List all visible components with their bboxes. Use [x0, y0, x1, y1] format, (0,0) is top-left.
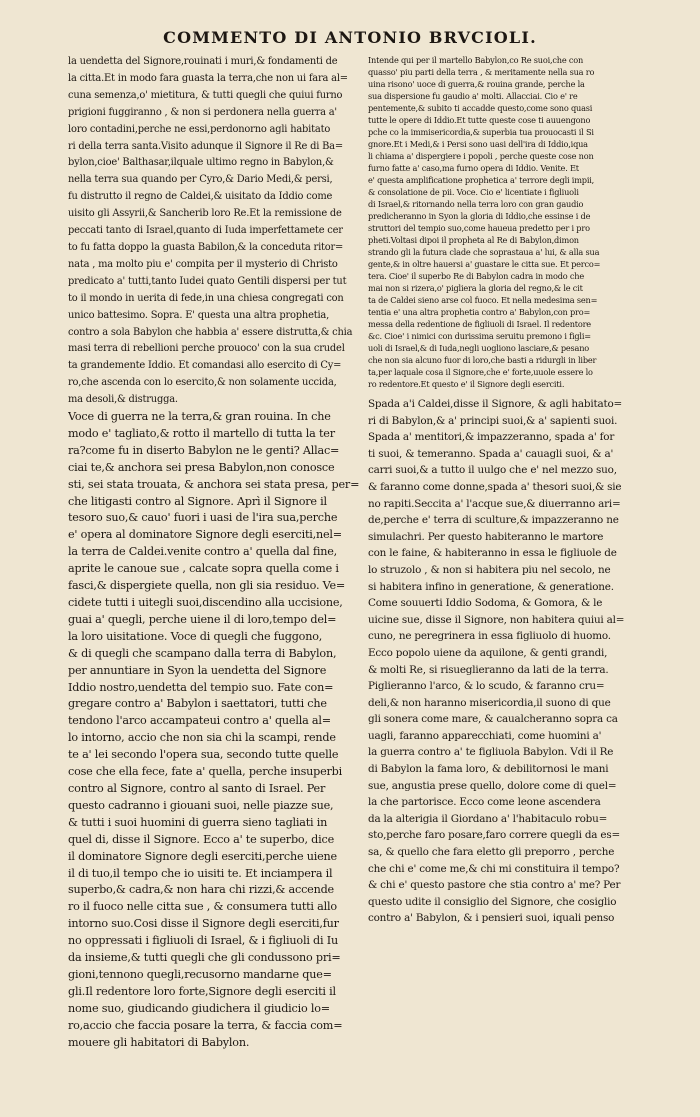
- text-line: bylon,cioe' Balthasar,ilquale ultimo regno in Babylon,&: [68, 157, 334, 169]
- text-line: cidete tutti i uitegli suoi,discendino alla uccisione,: [68, 596, 343, 609]
- running-header: COMMENTO DI ANTONIO BRVCIOLI.: [163, 28, 537, 47]
- text-line: tutte le opere di Iddio.Et tutte queste cose ti auuengono: [368, 115, 591, 125]
- text-line: gente,& in oltre hauersi a' guastare le citta sue. Et perco=: [368, 259, 601, 269]
- text-line: Ecco popolo uiene da aquilone, & genti grandi,: [368, 646, 608, 659]
- text-line: che litigasti contro al Signore. Aprì il Signore il: [68, 494, 327, 508]
- text-line: cuno, ne peregrinera in essa figliuolo di huomo.: [368, 630, 611, 643]
- text-line: la guerra contro a' te figliuola Babylon. Vdi il Re: [368, 746, 614, 759]
- right-commentary-block: [368, 54, 686, 390]
- text-line: superbo,& cadra,& non hara chi rizzi,& accende: [68, 883, 334, 897]
- text-line: quasso' piu parti della terra , & meritamente nella sua ro: [368, 67, 595, 77]
- text-line: con le faine, & habiteranno in essa le figliuole de: [368, 547, 617, 560]
- text-line: ro,che ascenda con lo esercito,& non solamente uccida,: [68, 377, 337, 389]
- text-line: che non sia alcuno fuor di loro,che basti a ridurgli in liber: [368, 355, 597, 365]
- text-line: gioni,tennono quegli,recusorno mandarne que=: [68, 967, 332, 981]
- left-scripture-block: [68, 409, 366, 1051]
- text-line: ra?come fu in diserto Babylon ne le genti? Allac=: [68, 443, 340, 457]
- text-line: fasci,& dispergiete quella, non gli sia residuo. Ve=: [68, 579, 346, 593]
- text-line: questo cadranno i giouani suoi, nelle piazze sue,: [68, 798, 334, 812]
- text-line: tentia e' una altra prophetia contro a' Babylon,con pro=: [368, 307, 591, 317]
- text-line: & chi e' questo pastore che stia contro a' me? Per: [368, 879, 621, 892]
- text-line: predicheranno in Syon la gloria di Iddio,che essinse i de: [368, 211, 591, 221]
- text-line: & di quegli che scampano dalla terra di Babylon,: [68, 646, 337, 660]
- text-line: tesoro suo,& cauo' fuori i uasi de l'ira sua,perche: [68, 511, 338, 525]
- text-line: uoli di Israel,& di Iuda,negli uogliono lasciare,& pesano: [368, 343, 590, 353]
- text-line: sua dispersione fu gaudio a' molti. Allacciai. Cio e' re: [368, 91, 578, 101]
- text-line: Voce di guerra ne la terra,& gran rouina. In che: [68, 410, 331, 424]
- text-line: il di tuo,il tempo che io uisiti te. Et inciampera il: [68, 866, 333, 880]
- text-line: ta,per laquale cosa il Signore,che e' forte,uuole essere lo: [368, 367, 593, 377]
- text-line: ta grandemente Iddio. Et comandasi allo esercito di Cy=: [68, 360, 342, 372]
- text-line: ro redentore.Et questo e' il Signore degli eserciti.: [368, 379, 565, 389]
- text-line: te a' lei secondo l'opera sua, secondo tutte quelle: [68, 748, 339, 762]
- text-line: la citta.Et in modo fara guasta la terra,che non ui fara al=: [68, 72, 348, 84]
- text-line: to fu fatta doppo la guasta Babilon,& la conceduta ritor=: [68, 241, 344, 253]
- text-line: la uendetta del Signore,rouinati i muri,& fondamenti de: [68, 56, 338, 67]
- text-line: contro a' Babylon, & i pensieri suoi, iquali penso: [368, 912, 615, 925]
- text-line: Iddio nostro,uendetta del tempio suo. Fate con=: [68, 680, 334, 694]
- right-column: [368, 54, 686, 1092]
- text-line: Spada a' mentitori,& impazzeranno, spada a' for: [368, 431, 615, 444]
- text-line: cuna semenza,o' mietitura, & tutti quegli che quiui furno: [68, 89, 343, 101]
- text-line: mouere gli habitatori di Babylon.: [68, 1035, 250, 1049]
- text-line: ri di Babylon,& a' principi suoi,& a' sapienti suoi.: [368, 414, 618, 427]
- text-line: furno fatte a' caso,ma furno opera di Iddio. Venite. Et: [368, 163, 579, 173]
- text-line: la terra de Caldei.venite contro a' quella dal fine,: [68, 545, 337, 559]
- text-line: uagli, faranno apparecchiati, come huomini a': [368, 729, 602, 742]
- text-line: & consolatione de pii. Voce. Cio e' licentiate i figliuoli: [368, 187, 579, 197]
- text-line: ma desoli,& distrugga.: [68, 394, 178, 406]
- text-line: pheti.Voltasi dipoi il propheta al Re di Babylon,dimon: [368, 235, 579, 245]
- text-line: li chiama a' dispergiere i popoli , perche queste cose non: [368, 151, 594, 161]
- text-line: pentemente,& subito ti accadde questo,come sono quasi: [368, 103, 593, 113]
- text-line: uicine sue, disse il Signore, non habitera quiui al=: [368, 613, 625, 626]
- text-line: nella terra sua quando per Cyro,& Dario Medi,& persi,: [68, 174, 333, 186]
- text-line: la che partorisce. Ecco come leone ascendera: [368, 796, 601, 809]
- text-line: gregare contro a' Babylon i saettatori, tutti che: [68, 697, 327, 711]
- text-line: e' questa amplificatione prophetica a' terrore degli impii,: [368, 175, 595, 185]
- text-line: fu distrutto il regno de Caldei,& uisitato da Iddio come: [68, 191, 333, 203]
- text-line: lo struzolo , & non si habitera piu nel secolo, ne: [368, 563, 611, 576]
- text-line: Intende qui per il martello Babylon,co Re suoi,che con: [368, 55, 584, 65]
- text-line: da insieme,& tutti quegli che gli condussono pri=: [68, 951, 341, 965]
- text-line: ciai te,& anchora sei presa Babylon,non conosce: [68, 460, 335, 474]
- text-line: contro al Signore, contro al santo di Israel. Per: [68, 781, 326, 795]
- text-line: sto,perche faro posare,faro correre quegli da es=: [368, 829, 620, 842]
- text-line: & tutti i suoi huomini di guerra sieno tagliati in: [68, 815, 328, 829]
- text-line: gli sonera come mare, & caualcheranno sopra ca: [368, 713, 618, 726]
- text-line: de,perche e' terra di sculture,& impazzeranno ne: [368, 514, 619, 527]
- text-line: cose che ella fece, fate a' quella, perche insuperbi: [68, 765, 343, 779]
- right-scripture-block: [368, 396, 686, 927]
- text-line: questo udite il consiglio del Signore, che cosiglio: [368, 895, 617, 908]
- text-line: tera. Cioe' il superbo Re di Babylon cadra in modo che: [368, 271, 584, 281]
- text-line: e' opera al dominatore Signore degli eserciti,nel=: [68, 528, 342, 542]
- text-line: messa della redentione de figliuoli di Israel. Il redentore: [368, 319, 591, 329]
- text-line: strando gli la futura clade che soprastaua a' lui, & alla sua: [368, 247, 600, 257]
- text-line: masi terra di rebellioni perche prouoco' con la sua crudel: [68, 343, 345, 355]
- text-line: Piglieranno l'arco, & lo scudo, & faranno cru=: [368, 680, 605, 693]
- text-line: il dominatore Signore degli eserciti,perche uiene: [68, 849, 337, 863]
- text-line: da la alterigia il Giordano a' l'habitaculo robu=: [368, 812, 608, 825]
- text-line: sue, angustia prese quello, dolore come di quel=: [368, 779, 617, 792]
- text-line: ro il fuoco nelle citta sue , & consumera tutti allo: [68, 900, 337, 914]
- text-line: Come souuerti Iddio Sodoma, & Gomora, & le: [368, 597, 603, 610]
- text-line: di Babylon la fama loro, & debilitornosi le mani: [368, 763, 609, 776]
- text-line: modo e' tagliato,& rotto il martello di tutta la ter: [68, 426, 335, 440]
- text-line: di Israel,& ritornando nella terra loro con gran gaudio: [368, 199, 584, 209]
- text-line: uisito gli Assyrii,& Sancherib loro Re.Et la remissione de: [68, 208, 342, 220]
- left-column: [68, 54, 366, 1092]
- text-line: intorno suo.Cosi disse il Signore degli eserciti,fur: [68, 917, 339, 931]
- text-line: Spada a'i Caldei,disse il Signore, & agli habitato=: [368, 398, 623, 410]
- text-line: pche co la immisericordia,& superbia tua prouocasti il Si: [368, 127, 594, 137]
- text-line: & faranno come donne,spada a' thesori suoi,& sie: [368, 480, 622, 493]
- text-line: lo intorno, accio che non sia chi la scampi, rende: [68, 731, 336, 745]
- text-line: ta de Caldei sieno arse col fuoco. Et nella medesima sen=: [368, 295, 598, 305]
- text-line: struttori del tempio suo,come haueua predetto per i pro: [368, 223, 590, 233]
- text-line: che chi e' come me,& chi mi constituira il tempo?: [368, 862, 620, 875]
- text-line: carri suoi,& a tutto il uulgo che e' nel mezzo suo,: [368, 464, 617, 477]
- text-line: per annuntiare in Syon la uendetta del Signore: [68, 663, 327, 677]
- text-line: sti, sei stata trouata, & anchora sei stata presa, per=: [68, 477, 360, 491]
- text-line: tendono l'arco accampateui contro a' quella al=: [68, 714, 331, 728]
- text-line: loro contadini,perche ne essi,perdonorno agli habitato: [68, 123, 331, 135]
- text-line: ti suoi, & temeranno. Spada a' cauagli suoi, & a': [368, 447, 614, 460]
- text-line: no rapiti.Seccita a' l'acque sue,& diuerranno ari=: [368, 497, 621, 510]
- text-line: & molti Re, si risueglieranno da lati de la terra.: [368, 663, 609, 676]
- text-line: &c. Cioe' i nimici con durissima seruitu premono i figli=: [368, 331, 591, 341]
- text-line: gnore.Et i Medi,& i Persi sono uasi dell'ira di Iddio,iqua: [368, 139, 588, 149]
- text-line: nata , ma molto piu e' compita per il mysterio di Christo: [68, 258, 338, 270]
- text-line: unico battesimo. Sopra. E' questa una altra prophetia,: [68, 309, 330, 321]
- text-line: simulachri. Per questo habiteranno le martore: [368, 530, 604, 543]
- text-line: contro a sola Babylon che habbia a' essere distrutta,& chia: [68, 326, 353, 338]
- text-line: gli.Il redentore loro forte,Signore degli eserciti il: [68, 984, 336, 998]
- text-line: la loro uisitatione. Voce di quegli che fuggono,: [68, 629, 323, 643]
- text-line: peccati tanto di Israel,quanto di Iuda imperfettamete cer: [68, 225, 343, 237]
- text-line: quel di, disse il Signore. Ecco a' te superbo, dice: [68, 832, 334, 846]
- text-line: mai non si rizera,o' pigliera la gloria del regno,& le cit: [368, 283, 583, 293]
- text-line: ro,accio che faccia posare la terra, & faccia com=: [68, 1018, 343, 1032]
- text-line: guai a' quegli, perche uiene il di loro,tempo del=: [68, 612, 337, 626]
- text-line: predicato a' tutti,tanto Iudei quato Gentili dispersi per tut: [68, 275, 347, 287]
- text-line: aprite le canoue sue , calcate sopra quella come i: [68, 562, 339, 576]
- text-line: prigioni fuggiranno , & non si perdonera nella guerra a': [68, 106, 337, 118]
- text-line: ri della terra santa.Visito adunque il Signore il Re di Ba=: [68, 140, 343, 152]
- text-line: deli,& non haranno misericordia,il suono di que: [368, 696, 611, 709]
- left-commentary-block: [68, 54, 366, 409]
- text-line: no oppressati i figliuoli di Israel, & i figliuoli di Iu: [68, 934, 338, 948]
- text-line: to il mondo in uerita di fede,in una chiesa congregati con: [68, 292, 344, 304]
- text-line: nome suo, giudicando giudichera il giudicio lo=: [68, 1001, 330, 1015]
- text-line: sa, & quello che fara eletto gli preporro , perche: [368, 846, 615, 859]
- text-line: si habitera infino in generatione, & generatione.: [368, 580, 614, 593]
- text-line: uina risono' uoce di guerra,& rouina grande, perche la: [368, 79, 585, 89]
